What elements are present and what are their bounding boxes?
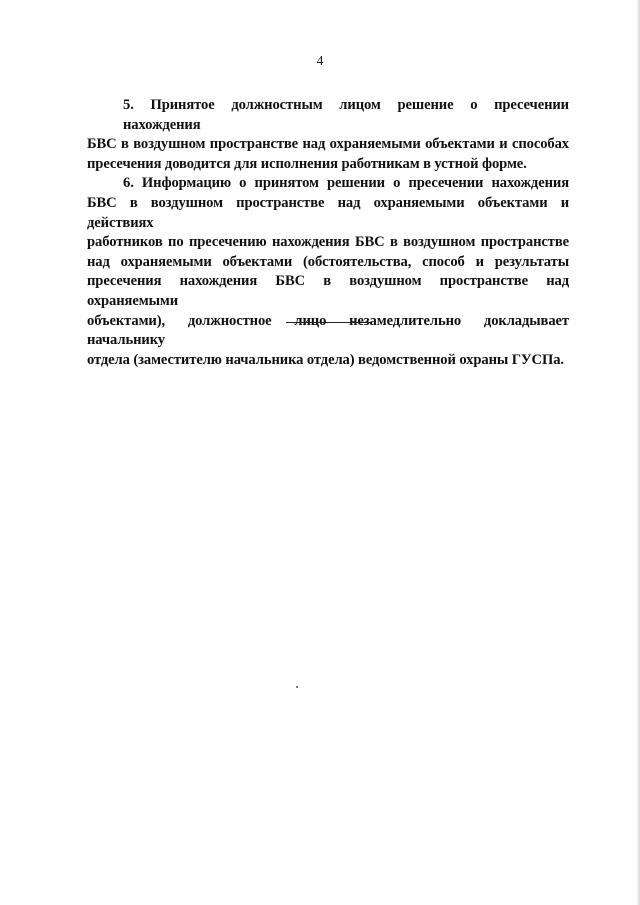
text-line: пресечения нахождения БВС в воздушном пространстве над охраняемыми: [87, 273, 569, 309]
text-line: работников по пресечению нахождения БВС в воздушном пространстве: [87, 234, 569, 251]
scan-speck: [296, 686, 298, 688]
text-line: 5. Принятое должностным лицом решение о пресечении нахождения: [123, 97, 569, 133]
text-line: пресечения доводится для исполнения работникам в устной форме.: [87, 155, 527, 172]
text-line: БВС в воздушном пространстве над охраняемыми объектами и способах: [87, 136, 569, 153]
text-line: над охраняемыми объектами (обстоятельства, способ и результаты: [87, 253, 569, 270]
text-line: отдела (заместителю начальника отдела) ведомственной охраны ГУСПа.: [87, 351, 564, 368]
text-line: БВС в воздушном пространстве над охраняемыми объектами и действиях: [87, 194, 569, 231]
text-line: объектами), должностное лицо незамедлительно докладывает начальнику: [87, 312, 569, 349]
end-divider-line: [286, 322, 371, 323]
text-line: 6. Информацию о принятом решении о пресечении нахождения: [123, 175, 569, 192]
paragraph-6: [87, 174, 569, 370]
document-body: [87, 96, 569, 370]
page-number: 4: [316, 53, 324, 68]
paragraph-5: [87, 96, 569, 174]
